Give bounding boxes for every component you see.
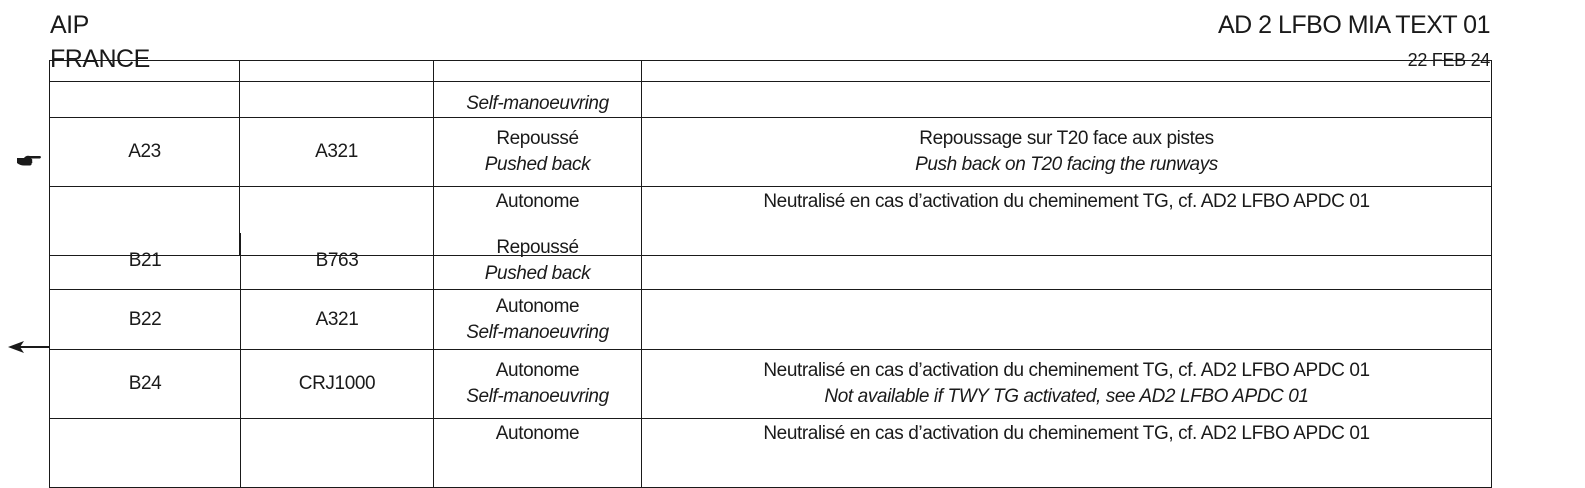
aircraft-cell: A321 — [240, 118, 434, 187]
aircraft-cell: A321 — [241, 290, 434, 350]
mode-cell — [434, 350, 642, 419]
remark-fr: Neutralisé en cas d’activation du cheminement TG, cf. AD2 LFBO APDC 01 — [763, 360, 1370, 381]
mode-cell — [434, 290, 642, 350]
stand-cell: B24 — [50, 350, 241, 419]
remark-fr: Neutralisé en cas d’activation du cheminement TG, cf. AD2 LFBO APDC 01 — [763, 191, 1370, 212]
mode-cell — [434, 233, 642, 290]
remark-cell — [642, 290, 1492, 350]
remark-fr: Neutralisé en cas d’activation du cheminement TG, cf. AD2 LFBO APDC 01 — [763, 423, 1370, 444]
table-row-b22 — [50, 290, 1492, 350]
remark-en: Push back on T20 facing the runways — [915, 154, 1218, 175]
header-date: 22 FEB 24 — [1407, 50, 1490, 70]
mode-fr: Autonome — [495, 360, 580, 381]
mode-en: Self-manoeuvring — [466, 93, 609, 114]
remark-cell — [642, 350, 1492, 419]
aircraft-cell: CRJ1000 — [241, 350, 434, 419]
table-row-b24 — [50, 350, 1492, 419]
table-row-partial-top — [50, 61, 1492, 118]
mode-en: Self-manoeuvring — [466, 321, 609, 343]
table-fragment-2 — [0, 234, 1585, 444]
remark-fr: Repoussage sur T20 face aux pistes — [919, 128, 1214, 149]
stand-table-1 — [49, 60, 1492, 256]
mode-en: Pushed back — [484, 263, 591, 284]
stand-cell: B22 — [50, 290, 241, 350]
mode-cell — [434, 118, 642, 187]
mode-fr: Autonome — [495, 191, 580, 212]
mode-en: Pushed back — [484, 154, 591, 175]
remark-en: Not available if TWY TG activated, see AD2 LFBO APDC 01 — [824, 386, 1309, 407]
table-row-b21 — [50, 233, 1492, 290]
stand-cell: B21 — [50, 233, 241, 290]
table-fragment-1 — [0, 93, 1585, 212]
remark-cell — [642, 118, 1492, 187]
left-arrow-icon — [8, 338, 52, 360]
header-document-ref: AD 2 LFBO MIA TEXT 01 — [1217, 11, 1490, 39]
header-country: FRANCE — [50, 45, 150, 73]
header-aip: AIP — [50, 11, 89, 39]
mode-fr: Repoussé — [496, 237, 579, 258]
mode-fr: Autonome — [495, 423, 580, 444]
table-row-a23 — [50, 118, 1492, 187]
stand-table-2 — [49, 233, 1492, 488]
table-row-partial-bottom — [50, 419, 1492, 488]
aircraft-cell: B763 — [241, 233, 434, 290]
pointing-hand-icon — [16, 150, 42, 174]
mode-fr: Autonome — [495, 295, 580, 317]
remark-cell — [642, 233, 1492, 290]
mode-en: Self-manoeuvring — [466, 386, 609, 407]
stand-cell: A23 — [50, 118, 240, 187]
mode-fr: Repoussé — [496, 128, 579, 149]
